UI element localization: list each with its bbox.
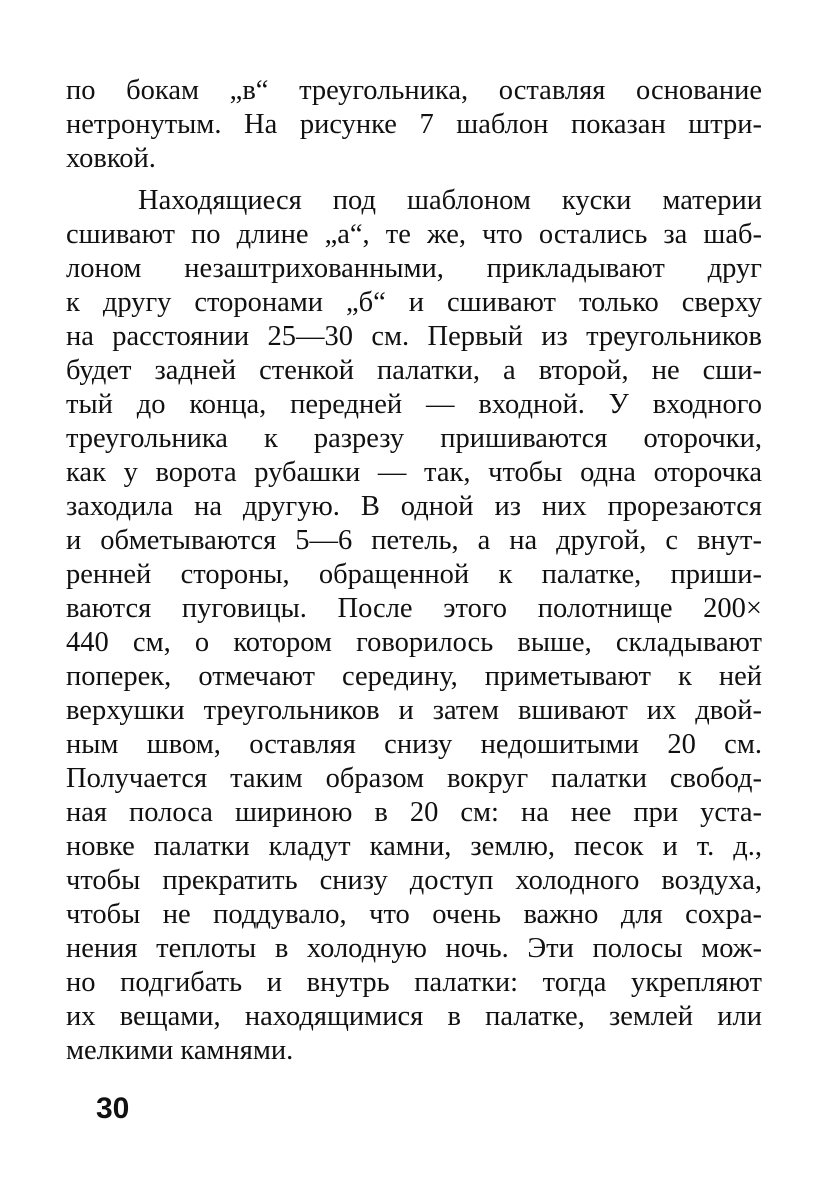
text-line: ховкой. <box>66 143 156 174</box>
text-line: Находящиеся под шаблоном куски материи <box>138 185 762 216</box>
page-number: 30 <box>96 1092 130 1125</box>
text-line: треугольника к разрезу пришиваются оторочки, <box>66 423 762 454</box>
text-line: будет задней стенкой палатки, а второй, не сши- <box>66 355 762 386</box>
text-line: по бокам „в“ треугольника, оставляя основание <box>66 75 762 106</box>
text-line: ная полоса шириною в 20 см: на нее при уста- <box>66 797 762 828</box>
text-line: к другу сторонами „б“ и сшивают только сверху <box>66 287 762 318</box>
text-line: ренней стороны, обращенной к палатке, приши- <box>66 559 762 590</box>
text-line: 440 см, о котором говорилось выше, складывают <box>66 627 762 658</box>
paragraph-2 <box>66 184 762 1068</box>
text-line: лоном незаштрихованными, прикладывают друг <box>66 253 762 284</box>
text-line: Получается таким образом вокруг палатки свобод- <box>66 763 762 794</box>
text-line: сшивают по длине „а“, те же, что остались за шаб- <box>66 219 762 250</box>
text-line: но подгибать и внутрь палатки: тогда укрепляют <box>66 967 762 998</box>
text-line: верхушки треугольников и затем вшивают их двой- <box>66 695 762 726</box>
body-text <box>66 74 762 1068</box>
text-line: заходила на другую. В одной из них прорезаются <box>66 491 762 522</box>
text-line: и обметываются 5—6 петель, а на другой, с внут- <box>66 525 762 556</box>
text-line: нения теплоты в холодную ночь. Эти полосы мож- <box>66 933 762 964</box>
text-line: ваются пуговицы. После этого полотнище 200× <box>66 593 762 624</box>
text-line: на расстоянии 25—30 см. Первый из треугольников <box>66 321 762 352</box>
text-line: чтобы не поддувало, что очень важно для сохра- <box>66 899 762 930</box>
text-line: тый до конца, передней — входной. У входного <box>66 389 762 420</box>
text-line: как у ворота рубашки — так, чтобы одна оторочка <box>66 457 762 488</box>
text-line: чтобы прекратить снизу доступ холодного воздуха, <box>66 865 762 896</box>
text-line: их вещами, находящимися в палатке, землей или <box>66 1001 762 1032</box>
paragraph-1 <box>66 74 762 176</box>
text-line: ным швом, оставляя снизу недошитыми 20 см. <box>66 729 762 760</box>
text-line: поперек, отмечают середину, приметывают к ней <box>66 661 762 692</box>
text-line: мелкими камнями. <box>66 1035 294 1066</box>
text-line: нетронутым. На рисунке 7 шаблон показан штри- <box>66 109 762 140</box>
text-line: новке палатки кладут камни, землю, песок и т. д., <box>66 831 762 862</box>
